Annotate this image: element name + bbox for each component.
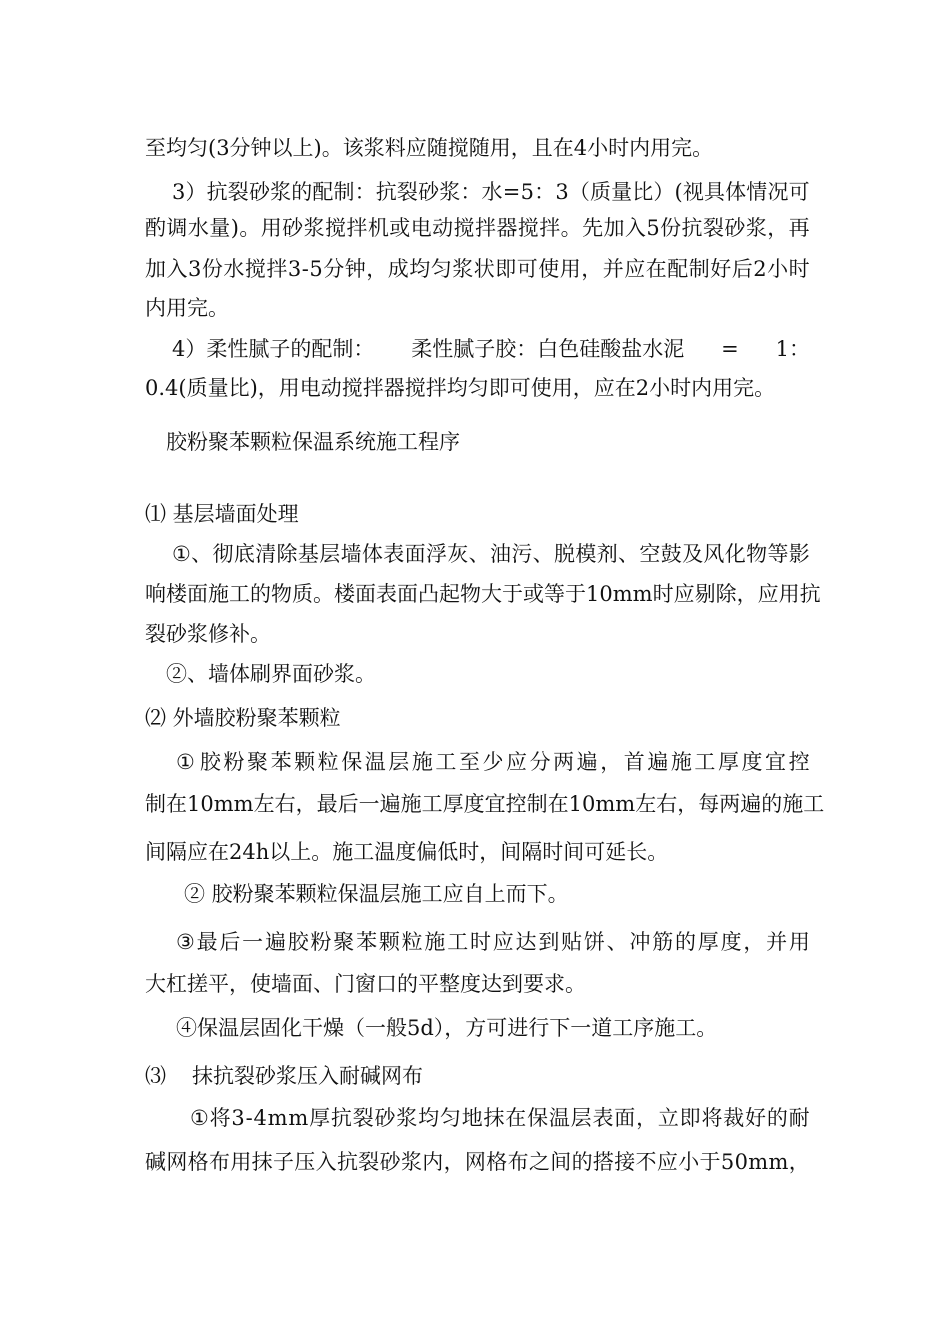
- text-line: ① 胶 粉 聚 苯 颗 粒 保 温 层 施 工 至 少 应 分 两 遍 ， 首 遍 施 工 厚 度 宜 控: [176, 750, 810, 774]
- text-line: 3 ） 抗 裂 砂 浆 的 配 制 ： 抗 裂 砂 浆 ： 水 = 5 ： 3 （ 质 量 比 ） ( 视 具 体 情 况 可: [172, 180, 810, 204]
- text-line: 酌 调 水 量 ) 。 用 砂 浆 搅 拌 机 或 电 动 搅 拌 器 搅 拌 。 先 加 入 5 份 抗 裂 砂 浆 ， 再: [145, 216, 810, 240]
- text-line: 加 入 3 份 水 搅 拌 3 - 5 分 钟 ， 成 均 匀 浆 状 即 可 使 用 ， 并 应 在 配 制 好 后 2 小 时: [145, 257, 810, 281]
- subsection-title: 抹抗裂砂浆压入耐碱网布: [192, 1064, 423, 1088]
- text-segment: =: [721, 337, 739, 361]
- text-segment: 1：: [775, 337, 810, 361]
- text-line: 间隔应在24h以上。施工温度偏低时，间隔时间可延长。: [145, 840, 669, 864]
- text-line: 0.4(质量比)，用电动搅拌器搅拌均匀即可使用，应在2小时内用完。: [145, 376, 776, 400]
- text-line: ② 胶粉聚苯颗粒保温层施工应自上而下。: [184, 882, 569, 906]
- text-segment: 柔性腻子胶：白色硅酸盐水泥: [411, 337, 685, 361]
- text-line: ① 、 彻 底 清 除 基 层 墙 体 表 面 浮 灰 、 油 污 、 脱 模 剂 、 空 鼓 及 风 化 物 等 影: [172, 542, 810, 566]
- text-line: 内用完。: [145, 296, 229, 320]
- text-line: ④保温层固化干燥（一般5d），方可进行下一道工序施工。: [176, 1016, 718, 1040]
- text-line: 裂砂浆修补。: [145, 622, 271, 646]
- subsection-heading: ⑴ 基层墙面处理: [145, 502, 299, 526]
- subsection-heading: ⑵ 外墙胶粉聚苯颗粒: [145, 706, 341, 730]
- section-heading: 胶粉聚苯颗粒保温系统施工程序: [166, 430, 460, 454]
- text-line: 响 楼 面 施 工 的 物 质 。 楼 面 表 面 凸 起 物 大 于 或 等 于 1 0 m m 时 应 剔 除 ， 应 用 抗: [145, 582, 821, 606]
- subsection-heading: [145, 1062, 810, 1090]
- text-line: 大杠搓平，使墙面、门窗口的平整度达到要求。: [145, 972, 586, 996]
- text-line: 制 在 1 0 m m 左 右 ， 最 后 一 遍 施 工 厚 度 宜 控 制 在 1 0 m m 左 右 ， 每 两 遍 的 施 工: [145, 792, 825, 816]
- text-line: 至均匀(3分钟以上)。该浆料应随搅随用，且在4小时内用完。: [145, 136, 714, 160]
- text-segment: 4）柔性腻子的配制：: [172, 337, 375, 361]
- text-line-ratio: [172, 335, 810, 363]
- text-line: ① 将 3 - 4 m m 厚 抗 裂 砂 浆 均 匀 地 抹 在 保 温 层 表 面 ， 立 即 将 裁 好 的 耐: [190, 1106, 810, 1130]
- text-line: ③ 最 后 一 遍 胶 粉 聚 苯 颗 粒 施 工 时 应 达 到 贴 饼 、 冲 筋 的 厚 度 ， 并 用: [176, 930, 810, 954]
- text-line: ②、墙体刷界面砂浆。: [166, 662, 376, 686]
- text-line: 碱 网 格 布 用 抹 子 压 入 抗 裂 砂 浆 内 ， 网 格 布 之 间 的 搭 接 不 应 小 于 5 0 m m ，: [145, 1150, 810, 1174]
- subsection-number: ⑶: [145, 1064, 166, 1088]
